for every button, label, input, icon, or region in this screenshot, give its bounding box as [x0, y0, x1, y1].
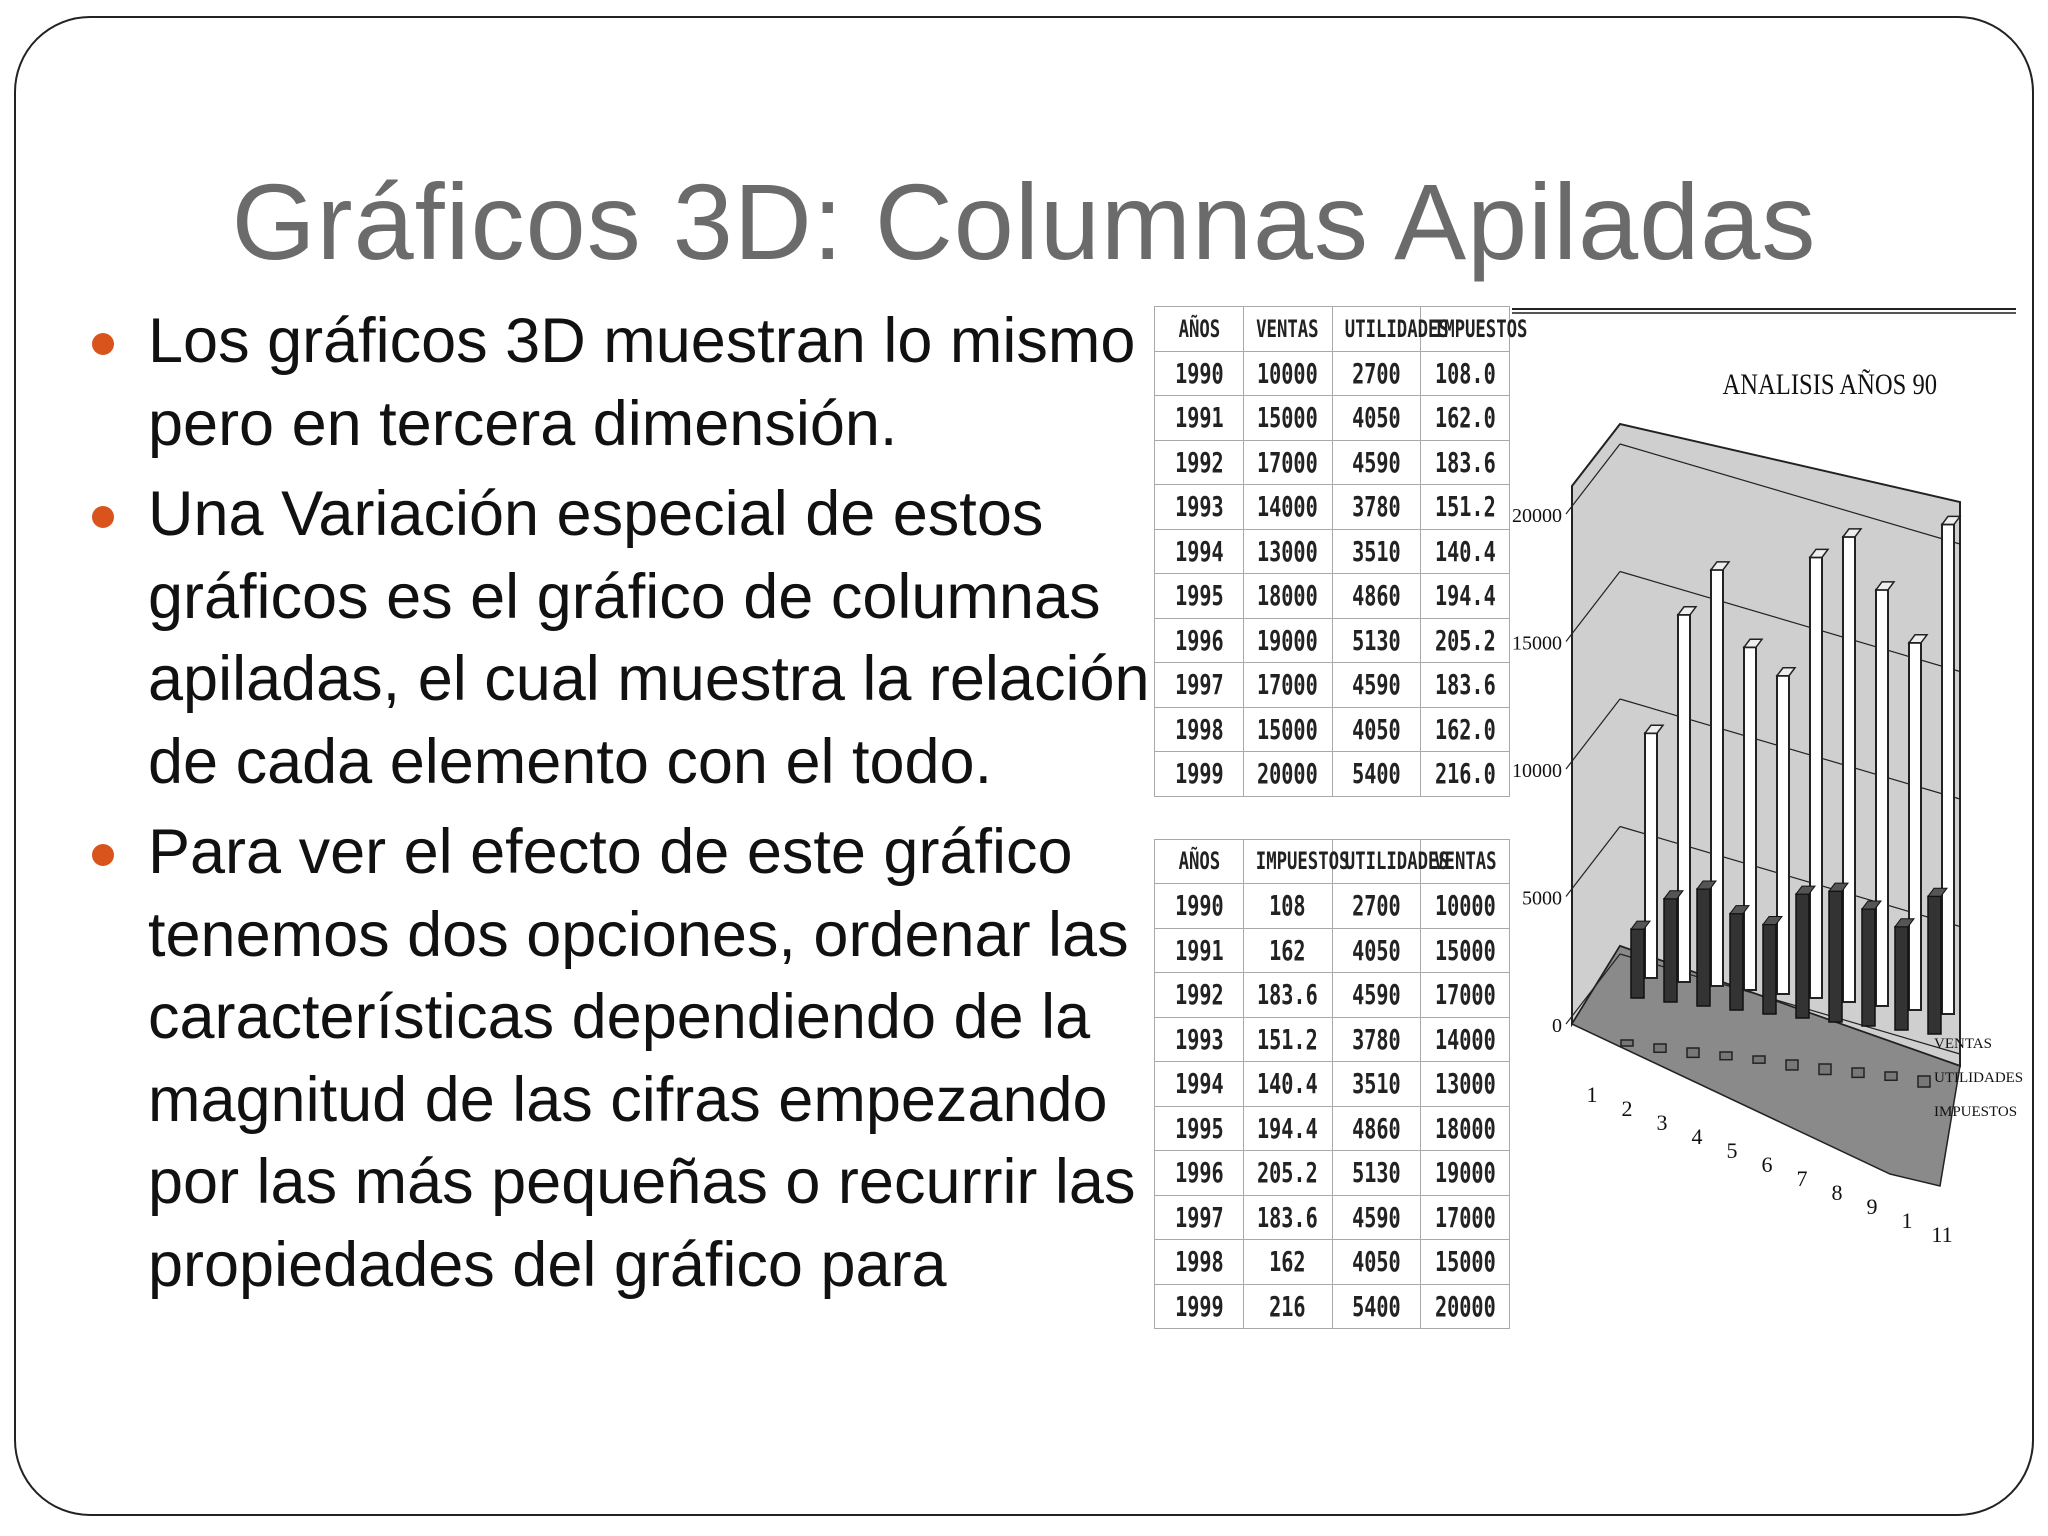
table-cell: 1994 [1167, 529, 1231, 574]
table-cell: 5130 [1344, 1151, 1408, 1196]
bar-utilidades [1664, 899, 1677, 1002]
table-header-cell: VENTAS [1256, 307, 1320, 352]
x-tick-label: 1 [1586, 1082, 1598, 1107]
table-cell: 15000 [1433, 1240, 1497, 1285]
table-cell: 140.4 [1256, 1062, 1320, 1107]
table-row [1155, 752, 1510, 797]
table-cell: 3780 [1344, 485, 1408, 530]
table-cell: 13000 [1433, 1062, 1497, 1107]
table-row [1155, 529, 1510, 574]
bar-impuestos [1852, 1068, 1864, 1077]
table-cell: 10000 [1256, 351, 1320, 396]
table-cell: 183.6 [1256, 1195, 1320, 1240]
table-cell: 14000 [1433, 1017, 1497, 1062]
bar-utilidades [1697, 889, 1710, 1006]
table-cell: 2700 [1344, 351, 1408, 396]
table-cell: 1992 [1167, 440, 1231, 485]
table-cell: 1993 [1167, 485, 1231, 530]
sales-table [1154, 306, 1528, 797]
table-row [1155, 440, 1510, 485]
table-cell: 1995 [1167, 1106, 1231, 1151]
table-row [1155, 485, 1510, 530]
table-cell: 140.4 [1433, 529, 1497, 574]
table-cell: 183.6 [1433, 663, 1497, 708]
bar-ventas [1678, 615, 1690, 982]
table-row [1155, 1017, 1510, 1062]
table-cell: 162 [1256, 1240, 1320, 1285]
table-cell: 17000 [1433, 1195, 1497, 1240]
table-cell: 162.0 [1433, 707, 1497, 752]
x-tick-label: 3 [1656, 1110, 1668, 1135]
bar-impuestos [1720, 1052, 1732, 1060]
table-cell: 18000 [1256, 574, 1320, 619]
table-cell: 20000 [1433, 1284, 1497, 1329]
x-tick-label: 6 [1761, 1152, 1773, 1177]
bar-utilidades [1829, 891, 1842, 1022]
bar-impuestos [1687, 1048, 1699, 1057]
bullet-item [92, 473, 1152, 803]
bar-impuestos [1885, 1072, 1897, 1080]
table-cell: 216 [1256, 1284, 1320, 1329]
table-cell: 4050 [1344, 928, 1408, 973]
table-cell: 1995 [1167, 574, 1231, 619]
legend-label: VENTAS [1934, 1036, 1992, 1052]
table-cell: 1991 [1167, 396, 1231, 441]
y-tick-label: 20000 [1512, 505, 1562, 527]
table-row [1155, 1195, 1510, 1240]
table-cell: 14000 [1256, 485, 1320, 530]
table-cell: 1997 [1167, 663, 1231, 708]
table-row [1155, 618, 1510, 663]
x-tick-label: 2 [1621, 1096, 1633, 1121]
table-row [1155, 1151, 1510, 1196]
bar-ventas [1810, 557, 1822, 998]
table-header-cell: IMPUESTOS [1433, 307, 1497, 352]
sorted-table [1154, 839, 1510, 1330]
bullet-list [92, 300, 1152, 1314]
bar-impuestos [1654, 1044, 1666, 1052]
bar-utilidades [1796, 894, 1809, 1018]
table-header-cell: IMPUESTOS [1256, 839, 1320, 884]
x-tick-label: 5 [1726, 1138, 1738, 1163]
table-cell: 20000 [1256, 752, 1320, 797]
bar-ventas [1843, 537, 1855, 1002]
bar-ventas [1645, 733, 1657, 978]
table-cell: 2700 [1344, 884, 1408, 929]
x-tick-label: 7 [1796, 1166, 1808, 1191]
table-row [1155, 1062, 1510, 1107]
table-cell: 1998 [1167, 707, 1231, 752]
table-cell: 19000 [1433, 1151, 1497, 1196]
table-cell: 1990 [1167, 351, 1231, 396]
table-header-cell: AÑOS [1167, 307, 1231, 352]
table-cell: 194.4 [1433, 574, 1497, 619]
table-cell: 194.4 [1256, 1106, 1320, 1151]
table-cell: 4590 [1344, 663, 1408, 708]
bullet-item [92, 300, 1152, 465]
bar-utilidades [1730, 914, 1743, 1010]
table-cell: 1999 [1167, 1284, 1231, 1329]
table-cell: 4860 [1344, 574, 1408, 619]
bar-impuestos [1621, 1040, 1633, 1046]
table-cell: 4590 [1344, 973, 1408, 1018]
table-cell: 162.0 [1433, 396, 1497, 441]
table-row [1155, 973, 1510, 1018]
chart-title: ANALISIS AÑOS 90 [1722, 367, 1938, 401]
table-header-cell: UTILIDADES [1344, 307, 1408, 352]
bar-impuestos [1918, 1076, 1930, 1087]
table-cell: 205.2 [1433, 618, 1497, 663]
table-header-cell: AÑOS [1167, 839, 1231, 884]
table-cell: 4050 [1344, 396, 1408, 441]
table-cell: 3510 [1344, 1062, 1408, 1107]
table-gap [1154, 797, 1510, 839]
y-tick-label: 10000 [1512, 760, 1562, 782]
table-row [1155, 707, 1510, 752]
table-cell: 183.6 [1433, 440, 1497, 485]
bar-utilidades [1862, 909, 1875, 1026]
table-cell: 4050 [1344, 707, 1408, 752]
table-row [1155, 663, 1510, 708]
bar-ventas [1777, 676, 1789, 994]
y-tick-label: 15000 [1512, 632, 1562, 655]
x-tick-label: 11 [1931, 1222, 1953, 1247]
x-tick-label: 4 [1691, 1124, 1703, 1149]
table-cell: 1992 [1167, 973, 1231, 1018]
y-tick-label: 0 [1552, 1015, 1562, 1037]
table-cell: 3780 [1344, 1017, 1408, 1062]
table-cell: 162 [1256, 928, 1320, 973]
bar-ventas [1744, 647, 1756, 990]
table-cell: 18000 [1433, 1106, 1497, 1151]
slide-title: Gráficos 3D: Columnas Apiladas [231, 161, 1817, 282]
table-cell: 4050 [1344, 1240, 1408, 1285]
table-cell: 4590 [1344, 1195, 1408, 1240]
table-cell: 15000 [1433, 928, 1497, 973]
bullet-text: Una Variación especial de estos gráficos es el gráfico de columnas apiladas, el cual muestra la relación de cada elemento con el todo. [148, 479, 1150, 797]
table-cell: 1999 [1167, 752, 1231, 797]
bar-utilidades [1895, 927, 1908, 1030]
table-row [1155, 574, 1510, 619]
table-cell: 17000 [1256, 663, 1320, 708]
table-cell: 205.2 [1256, 1151, 1320, 1196]
table-row [1155, 1284, 1510, 1329]
y-tick-label: 5000 [1522, 887, 1562, 910]
table-cell: 1990 [1167, 884, 1231, 929]
x-tick-label: 9 [1866, 1194, 1878, 1219]
table-cell: 151.2 [1256, 1017, 1320, 1062]
bar-utilidades [1763, 924, 1776, 1014]
table-cell: 1996 [1167, 618, 1231, 663]
data-tables [1154, 306, 1528, 1329]
table-cell: 1996 [1167, 1151, 1231, 1196]
x-tick-label: 1 [1901, 1208, 1913, 1233]
table-cell: 19000 [1256, 618, 1320, 663]
table-cell: 108 [1256, 884, 1320, 929]
table-cell: 3510 [1344, 529, 1408, 574]
table-cell: 17000 [1256, 440, 1320, 485]
table-cell: 1991 [1167, 928, 1231, 973]
bullet-text: Los gráficos 3D muestran lo mismo pero en tercera dimensión. [148, 306, 1136, 459]
bar-impuestos [1753, 1056, 1765, 1063]
bar-impuestos [1819, 1064, 1831, 1074]
table-header-cell: UTILIDADES [1344, 839, 1408, 884]
bullet-item [92, 811, 1152, 1306]
table-row [1155, 1240, 1510, 1285]
table-cell: 1998 [1167, 1240, 1231, 1285]
bar-ventas [1711, 570, 1723, 986]
bullet-text: Para ver el efecto de este gráfico tenemos dos opciones, ordenar las características dependiendo de la magnitud de las cifras empezando por las más pequeñas o recurrir las propiedades del gráfico para [148, 817, 1136, 1300]
table-cell: 17000 [1433, 973, 1497, 1018]
table-cell: 15000 [1256, 707, 1320, 752]
bar-ventas [1942, 524, 1954, 1014]
table-cell: 13000 [1256, 529, 1320, 574]
table-row [1155, 884, 1510, 929]
table-cell: 108.0 [1433, 351, 1497, 396]
table-row [1155, 1106, 1510, 1151]
table-header-cell: VENTAS [1433, 839, 1497, 884]
table-cell: 1993 [1167, 1017, 1231, 1062]
table-cell: 5400 [1344, 752, 1408, 797]
table-cell: 4860 [1344, 1106, 1408, 1151]
table-row [1155, 351, 1510, 396]
table-cell: 5130 [1344, 618, 1408, 663]
table-cell: 183.6 [1256, 973, 1320, 1018]
table-cell: 10000 [1433, 884, 1497, 929]
bar-utilidades [1928, 896, 1941, 1034]
table-cell: 151.2 [1433, 485, 1497, 530]
x-tick-label: 8 [1831, 1180, 1843, 1205]
table-cell: 216.0 [1433, 752, 1497, 797]
bar-impuestos [1786, 1060, 1798, 1070]
legend-label: UTILIDADES [1934, 1070, 2024, 1086]
bar-ventas [1909, 643, 1921, 1010]
table-cell: 1994 [1167, 1062, 1231, 1107]
bar-utilidades [1631, 929, 1644, 998]
table-cell: 1997 [1167, 1195, 1231, 1240]
table-row [1155, 396, 1510, 441]
table-row [1155, 928, 1510, 973]
legend-label: IMPUESTOS [1934, 1104, 2018, 1120]
table-cell: 4590 [1344, 440, 1408, 485]
bar-ventas [1876, 590, 1888, 1006]
table-cell: 15000 [1256, 396, 1320, 441]
stacked-3d-column-chart [1510, 306, 2030, 1247]
table-cell: 5400 [1344, 1284, 1408, 1329]
